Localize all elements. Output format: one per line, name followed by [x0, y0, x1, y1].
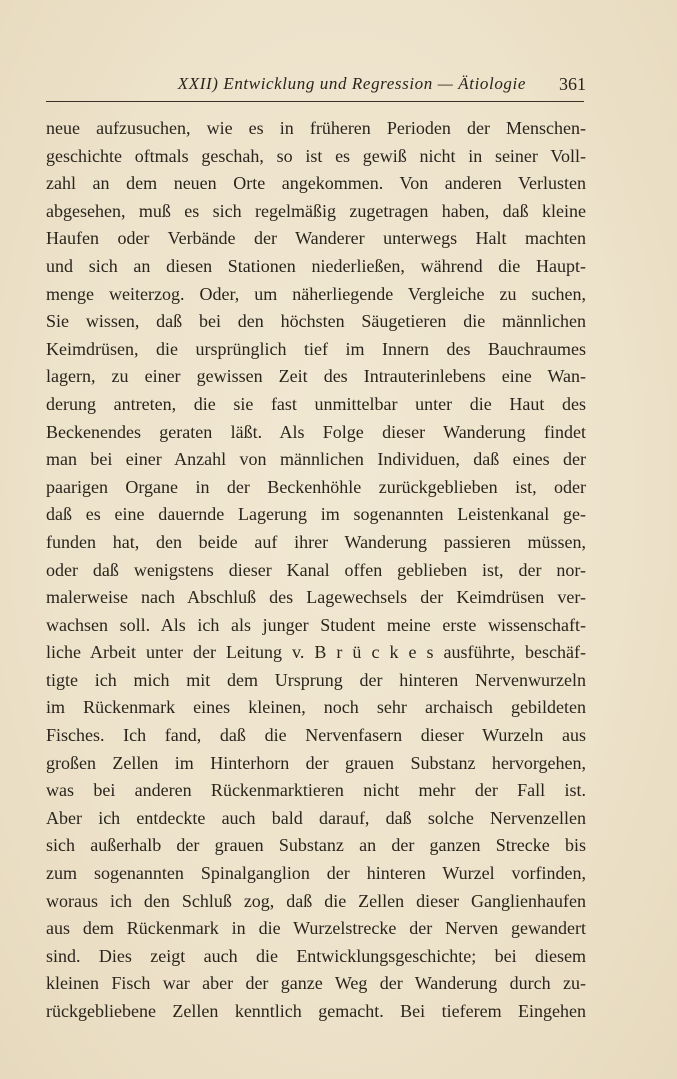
text-line: menge weiterzog. Oder, um näherliegende Vergleiche zu suchen, — [46, 283, 586, 304]
text-line: sich außerhalb der grauen Substanz an der ganzen Strecke bis — [46, 835, 586, 856]
text-line: abgesehen, muß es sich regelmäßig zugetragen haben, daß kleine — [46, 200, 586, 221]
page-header — [46, 74, 586, 98]
text-line: tigte ich mich mit dem Ursprung der hinteren Nervenwurzeln — [46, 669, 586, 690]
text-line: Keimdrüsen, die ursprünglich tief im Innern des Bauchraumes — [46, 338, 586, 359]
header-rule — [46, 101, 584, 102]
text-line: lagern, zu einer gewissen Zeit des Intrauterinlebens eine Wan- — [46, 366, 586, 387]
body-text — [46, 115, 586, 1026]
text-line: sind. Dies zeigt auch die Entwicklungsgeschichte; bei diesem — [46, 945, 586, 966]
text-line: man bei einer Anzahl von männlichen Individuen, daß eines der — [46, 449, 586, 470]
text-line: Beckenendes geraten läßt. Als Folge dieser Wanderung findet — [46, 421, 586, 442]
text-line: zahl an dem neuen Orte angekommen. Von anderen Verlusten — [46, 173, 586, 194]
text-line: paarigen Organe in der Beckenhöhle zurückgeblieben ist, oder — [46, 476, 586, 497]
text-line: zum sogenannten Spinalganglion der hinteren Wurzel vorfinden, — [46, 863, 586, 884]
text-line: malerweise nach Abschluß des Lagewechsels der Keimdrüsen ver- — [46, 587, 586, 608]
text-line: im Rückenmark eines kleinen, noch sehr archaisch gebildeten — [46, 697, 586, 718]
running-head: XXII) Entwicklung und Regression — Ätiologie — [177, 74, 526, 93]
text-line: funden hat, den beide auf ihrer Wanderung passieren müssen, — [46, 531, 586, 552]
text-line: aus dem Rückenmark in die Wurzelstrecke der Nerven gewandert — [46, 918, 586, 939]
text-line: Sie wissen, daß bei den höchsten Säugetieren die männlichen — [46, 311, 586, 332]
text-line: daß es eine dauernde Lagerung im sogenannten Leistenkanal ge- — [46, 504, 586, 525]
text-line: kleinen Fisch war aber der ganze Weg der Wanderung durch zu- — [46, 973, 586, 994]
text-line: wachsen soll. Als ich als junger Student meine erste wissenschaft- — [46, 614, 586, 635]
text-line: großen Zellen im Hinterhorn der grauen Substanz hervorgehen, — [46, 752, 586, 773]
text-line: Haufen oder Verbände der Wanderer unterwegs Halt machten — [46, 228, 586, 249]
text-line: neue aufzusuchen, wie es in früheren Perioden der Menschen- — [46, 118, 586, 138]
text-line: oder daß wenigstens dieser Kanal offen geblieben ist, der nor- — [46, 559, 586, 580]
text-line: was bei anderen Rückenmarktieren nicht mehr der Fall ist. — [46, 780, 586, 801]
text-line: Fisches. Ich fand, daß die Nervenfasern dieser Wurzeln aus — [46, 725, 586, 746]
text-line: geschichte oftmals geschah, so ist es gewiß nicht in seiner Voll- — [46, 145, 586, 166]
text-line: Aber ich entdeckte auch bald darauf, daß solche Nervenzellen — [46, 807, 586, 828]
text-line: und sich an diesen Stationen niederließen, während die Haupt- — [46, 255, 586, 276]
text-line: rückgebliebene Zellen kenntlich gemacht. Bei tieferem Eingehen — [46, 1001, 586, 1021]
text-line: derung antreten, die sie fast unmittelbar unter die Haut des — [46, 393, 586, 414]
text-line: woraus ich den Schluß zog, daß die Zellen dieser Ganglienhaufen — [46, 890, 586, 911]
text-line: liche Arbeit unter der Leitung v. B r ü c k e s ausführte, beschäf- — [46, 642, 586, 663]
page-number: 361 — [559, 74, 586, 94]
